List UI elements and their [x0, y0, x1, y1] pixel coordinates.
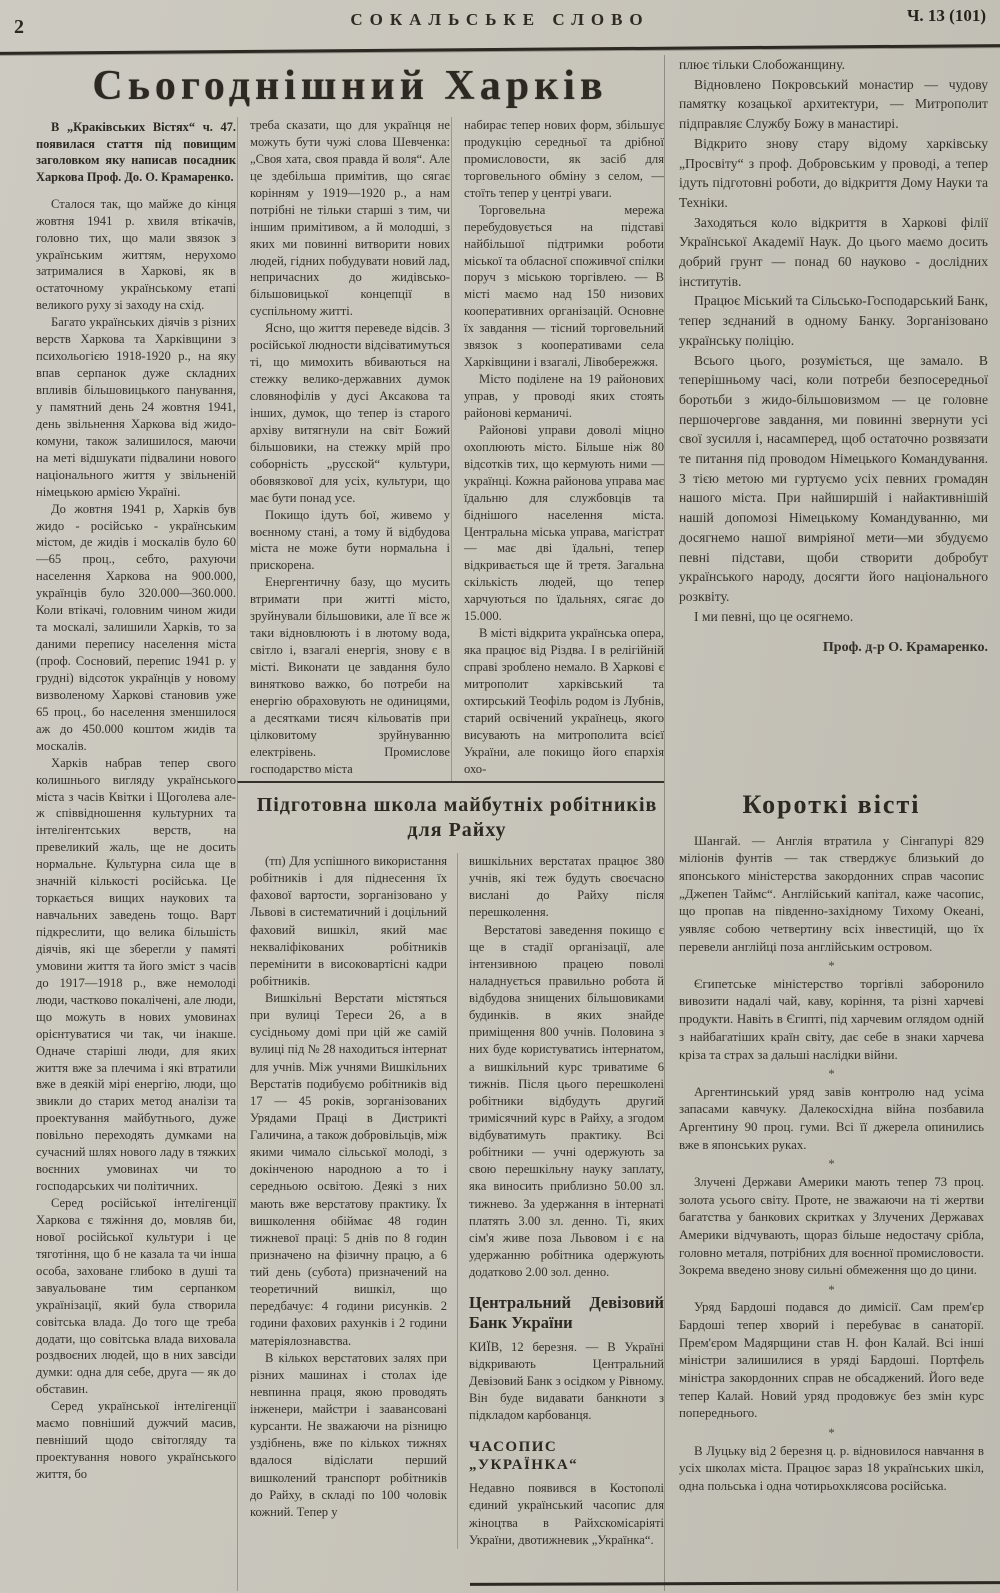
article2-headline-line1: Підготовна школа майбутніх робітників: [256, 794, 658, 816]
article1-column-1: [36, 117, 236, 1591]
article2-column-1: [250, 853, 457, 1549]
bank-article-body: КИЇВ, 12 березня. — В Україні відкривають Центральний Девізовий Банк з осідком у Рівному. Він буде видавати банкноти з підкладом карбованця.: [469, 1339, 664, 1423]
bank-article-headline: Центральний Девізовий Банк України: [469, 1293, 664, 1332]
star-separator: *: [828, 1281, 835, 1297]
article1-paragraph: Багато українських діячів з різних верств Харкова та Харківщини з психольогією 1918-1920 р., на яку впав серпанок дуже складних впливів більшовицького панування, у памятний день 24 жовтня 1941, день звільнення Харкова від жидо-комуни, також залишилося, маючи на меті відшукати підвалини нового національного життя у звільненій німецькою армією Україні.: [36, 315, 236, 499]
short-news-column: [664, 781, 988, 1591]
article1-paragraph: Серед російської інтелігенції Харкова є тяжіння до, мовляв би, нової російської культури і це тяготіння, що б не казала та чи інша особа, заховане глибоко в душі та завуальоване тим серпанком українізації, який була створила совітська влада. До того ще треба додати, що совітська влада виховала роздвоєних людей, що в них завсіди думки: одна для себе, друга — як до обставин.: [36, 1196, 236, 1397]
article1-paragraph: Торговельна мережа перебудовується на підставі найбільшої підтримки роботи міської та обласної споживчої спілки поруч з міською торгівлею. — В місті маємо над 150 низових кооперативних організацій. Основне їх завдання — тісний торговельний звязок з кооперативами села Харківщини і взагалі, Лівобережжя.: [464, 202, 664, 370]
masthead-row: [0, 0, 1000, 46]
chasopys-article-headline: ЧАСОПИС „УКРАЇНКА“: [469, 1439, 579, 1474]
short-news-item: В Луцьку від 2 березня ц. р. відновилося навчання в усіх школах міста. Працює зараз 18 українських шкіл, одна польська і одна чотирьохклясова російська.: [679, 1443, 984, 1493]
short-news-item: Шангай. — Англія втратила у Сінгапурі 829 міліонів фунтів — так стверджує близький до японського міністерства закордонних справ часопис „Джепен Таймс“. Англійський капітал, каже часопис, що пропав на південно-західному Тихому Океані, уявляє собою четвертину всіх інвестицій, що їх перевели англійці поза англійським островом.: [679, 833, 984, 954]
article1-column-2: [237, 117, 450, 781]
short-news-item: Уряд Бардоші подався до димісії. Сам прем'єр Бардоші тепер хворий і перебуває в санаторії. Прем'єром Мадярщини став Н. фон Калай. Всі інші міністри залишилися в уряді Бардоші. Портфель міністра закордонних справ не обсаджений. Його веде тепер Калай. Новий уряд продовжує без змін курс попереднього.: [679, 1300, 984, 1421]
article1-paragraph: Харків набрав тепер свого колишнього вигляду українського міста з часів Квітки і Щоголева але-ж співвідношення культурних та інтелігентських верств, на превеликий жаль, ще не досить нормальне. Культурна сила ще в значній кількості російська. Це торкається вищих наукових та навчальних заведень тощо. Варт підкреслити, що велика більшість діячів, які ще зберегли у памяті умовини життя та його зміст з часів до 1917—1918 р., вже немолоді люди, частково покалічені, але люди, що можуть в нових умовинах орієнтуватися чи так, чи інакше. Одначе старіші люди, для яких життя вже за плечима і які втратили вже в деякій мірі енергію, люди, що звикли до старих метод аналізи та проектування майбутнього, дуже повільно переходять думками на сучасний шлях нового ладу в тяжких воєнних умовинах чи то господарських чи політичних.: [36, 755, 236, 1194]
article2-headline-line2: для Райху: [407, 819, 507, 841]
article1-paragraph: В місті відкрита українська опера, яка працює від Різдва. І в релігійній справі зроблено немало. В Харкові є митрополит харківський та охтирський Теофіль родом із Лубнів, старий освічений українець, якого висувають на митрополита всієї України, але покищо його єпархія охо-: [464, 626, 664, 776]
article1-paragraph: Всього цього, розуміється, ще замало. В теперішньому часі, коли потреби безпосередньої боротьби з жидо-більшовизмом — це головне першочергове завдання, ми повинні звернути усі свої зусилля і, насамперед, щоб остаточно розвязати те питання під проводом Німецького Командування. З тією метою ми гуртуємо усіх певних громадян нашого міста. При найширшій і найактивнішій нашій допомозі Німецькому Командуванню, ми досягнемо нашої вимріяної мети—ми збудуємо певні підстави, щоби створити добробут українського народу, досягти його національного розквіту.: [679, 352, 988, 604]
article2-headline: [250, 793, 664, 843]
star-separator: *: [828, 1425, 835, 1441]
article1-lede: В „Краківських Вістях“ ч. 47. появилася стаття під повищим заголовком яку написав посадник Харкова Проф. До. О. Крамаренко.: [36, 120, 236, 185]
short-news-item: Єгипетське міністерство торгівлі заборонило вивозити надалі чай, каву, коріння, та різні харчеві продукти. Навіть в Єгипті, під харчевим оглядом одній з найбагатіших країн світу, дає себе в знаки харчева кріза та страх за дальші наслідки війни.: [679, 976, 984, 1062]
article1-byline: Проф. д-р О. Крамаренко.: [822, 640, 988, 656]
article2-paragraph: В кількох верстатових залях при різних машинах і столах іде невпинна праця, якою проводять інженери, майстри і заавансовані курсанти. Не зважаючи на різницю уздібнень, вже по кількох тижнях вдалося відіслати перший вишколений транспорт робітників до Райху, в складі по 100 чоловік кожний. Тепер у: [250, 1350, 447, 1519]
article2-column-2: [457, 853, 664, 1549]
article2-paragraph: вишкільних верстатах працює 380 учнів, які теж будуть своєчасно вислані до Райху після перешколення.: [469, 854, 664, 920]
star-separator: *: [828, 1066, 835, 1082]
article1-paragraph: треба сказати, що для українця не можуть бути чужі слова Шевченка: „Своя хата, своя правда й воля“. Але це здебільша примітив, що сягає корінням у 1919—1920 р., а нам потрібні не тільки старші з тим, чи іншим примітивом, а й молодші, з яких ми повинні витворити нових людей, гідних побудувати новий лад, непричасних до жидівсько-більшовицької концепції в суспільному житті.: [250, 118, 450, 319]
article2-columns: [250, 853, 664, 1549]
article2-paragraph: Вишкільні Верстати містяться при вулиці Тереси 26, а в сусідньому домі при цій же самій вулиці під № 28 находиться інтернат для учнів. Між учнями Вишкільних Верстатів подибуємо робітників від 17 — 45 років, зорганізованих Урядами Праці в Дистрикті Галичина, а також добровільців, між якими чимало сільської молоді, з докінченою народною а то і середньою освітою. Деякі з них мають вже верстатову практику. Їх вишколення обіймає 48 годин тижневої праці: 5 днів по 8 годин призначено на фізичну працю, а 6 тий день (субота) призначений на теоретичний вишкіл, що передбачує: 4 години рисунків. 2 години фахових рахунків і 2 години матеріялознавства.: [250, 991, 447, 1348]
article2-paragraph: Верстатові заведення покищо є ще в стадії організації, але інтензивною працею поволі наладнується правильно робота й відбудова знищених більшовиками будинків. в яких знайде приміщення 800 учнів. Половина з них буде користуватись інтернатом, а вишкільний курс триватиме 6 тижнів. Після цього перешколені робітники відбудуть другий тримісячний курс в Райху, а згодом відбуватимуть практику. Всі робітники — учні одержують за свою перешкільну науку заплату, яка виносить приблизно 50.00 зл. тижнево. За удержання в інтернаті платять 3.00 зл. денно. Ті, яких сім'я живе поза Львовом і є на удержанню робітника одержують додатково 2.00 зол. денно.: [469, 922, 664, 1279]
newspaper-title: СОКАЛЬСЬКЕ СЛОВО: [350, 10, 650, 29]
article2-paragraph: (тп) Для успішного використання робітників і для піднесення їх фахової вартости, зорганізовано у Львові в систематичний і доцільний фаховий вишкіл, який має некваліфікованих робітників перемінити в високовартісні кадри робітників.: [250, 854, 447, 988]
article1-paragraph: Серед української інтелігенції маємо повніший дужчий масив, певніший щодо світогляду та проектування нового українського життя, бо: [36, 1399, 236, 1481]
article1-paragraph: Працює Міський та Сільсько-Господарський Банк, тепер зєднаний в одному Банку. Зорганізовано українську поліцію.: [679, 293, 988, 348]
short-news-item: Аргентинський уряд завів контролю над усіма запасами кавчуку. Далекосхідна війна позбавила Аргентину 90 проц. гуми. Всі її джерела опинились вже в японських руках.: [679, 1084, 984, 1152]
article1-paragraph: набирає тепер нових форм, збільшує продукцію середньої та дрібної промисловости, як засіб для торговельного обміну з селом, — стоїть тепер у центрі уваги.: [464, 118, 664, 200]
article1-paragraph: Заходяться коло відкриття в Харкові філії Української Академії Наук. До цього маємо досить добрий грунт — понад 60 науково - дослідних інститутів.: [679, 214, 988, 289]
article1-paragraph: До жовтня 1941 р, Харків був жидо - російсько - українським містом, де жидів і москалів було 60—65 проц., себто, рахуючи населення Харкова на 900.000, українців було 320.000—360.000. Коли втікачі, головним чином жиди та москалі, залишили Харків, то за даними перепису населення міста (проф. Сосновий, перепис 1941 р. у грудні) відсоток українців у новому визволеному Харкові становив уже 65 проц., бо населення зменшилося аж до 450.000 коштом жидів та москалів.: [36, 501, 236, 753]
article1-paragraph: Відновлено Покровський монастир — чудову памятку козацької архитектури, — Митрополит підправляє Службу Божу в манастирі.: [679, 76, 988, 132]
article1-paragraph: плює тільки Слобожанщину.: [679, 57, 845, 72]
article1-paragraph: Сталося так, що майже до кінця жовтня 1941 р. хвиля втікачів, головно тих, що мали звязок з українським життям, нерухомо затрималися в Харкові, як в остаточному українському етапі великого руху зі заходу на схід.: [36, 196, 236, 313]
page-body: [0, 51, 1000, 1591]
page-number: 2: [14, 16, 24, 38]
chasopys-article-body: Недавно появився в Костополі єдиний український часопис для жіноцтва в Райхскомісаріяті України, двотижневик „Українка“.: [469, 1481, 664, 1547]
issue-number: Ч. 13 (101): [906, 6, 986, 25]
article1-paragraph: Відкрито знову стару відому харківську „Просвіту“ з проф. Добровським у проводі, а тепер ідуть підготовні роботи, до відкриття Дому Науки та Техніки.: [679, 135, 988, 210]
article1-paragraph: Енергентичну базу, що мусить втримати при житті місто, зруйнували більшовики, але її все ж таки відновлюють і в лютому вода, світло і, взагалі енергія, знову є в місті. Виконати це завдання було винятково важко, бо потреби на енергію обраховують не одиницями, а десятками тисяч кільоватів при цілковитому зруйнуванню електрівень. Промислове господарство міста: [250, 575, 450, 776]
article1-paragraph: Місто поділене на 19 районових управ, у проводі яких стоять районові керманичі.: [464, 372, 664, 420]
article1-headline: Сьогоднішний Харків: [92, 63, 608, 109]
short-news-item: Злучені Держави Америки мають тепер 73 проц. золота усього світу. Проте, не зважаючи на ті жертви багатства у банкових скритках у Злучених Державах Америки відчувають, щораз більше недостачу срібла, головно металя, потрібних для воєнної промисловости. Зокрема введено знову сильні обмеження що до цини.: [679, 1174, 984, 1278]
article1-paragraph: Районові управи доволі міцно охоплюють місто. Більше ніж 80 відсотків тих, що кермують ними — українці. Кожна районова управа має їдальню для службовців та біднішого населення міста. Центральна міська управа, магістрат — має дві їдальні, тепер відкривається ще й третя. Загальна скількість людей, що тепер харчуються по їдальнях, сягає до 15.000.: [464, 422, 664, 624]
article1-paragraph: І ми певні, що це осягнемо.: [694, 608, 854, 624]
article1-paragraph: Ясно, що життя переведе відсів. З російської людности відсіватимуться ті, що мимохить вбиваються на стежку велико-державних думок словянофілів у дусі Аксакова та інших, думок, що тепер із старого архіву витягнули на світ Божий більшовики, на стежку мрій про соборність „русской“ культури, обовязкової для усіх, культури, що має бути понад усе.: [250, 321, 450, 505]
article1-column-3: [451, 117, 664, 781]
article1-column-4: [664, 55, 988, 781]
article1-paragraph: Покищо ідуть бої, живемо у воєнному стані, а тому й відбудова міста не може бути нормальна і прискорена.: [250, 507, 450, 573]
star-separator: *: [828, 958, 835, 974]
short-news-headline: Короткі вісті: [742, 790, 921, 819]
article2: [237, 781, 664, 1591]
star-separator: *: [828, 1156, 835, 1172]
